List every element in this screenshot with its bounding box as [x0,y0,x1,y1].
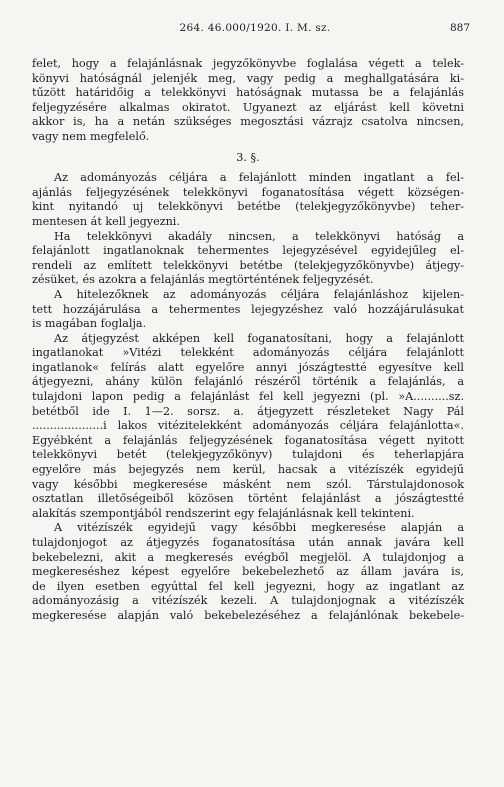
text-line: A hitelezőknek az adományozás céljára felajánláshoz kijelen- [54,287,464,301]
text-line: Egyébként a felajánlás feljegyzésének foganatosítása végett nyitott [32,433,464,447]
text-line: is magában foglalja. [32,317,147,331]
text-line: ajánlás feljegyzésének telekkönyvi foganatosítása végett községen- [32,185,464,199]
text-line: vagy nem megfelelő. [32,129,150,143]
section-heading: 3. §. [236,150,260,164]
text-line: felet, hogy a felajánlásnak jegyzőkönyvbe foglalása végett a telek- [32,57,464,70]
page-number: 887 [449,22,470,34]
text-line: akkor is, ha a netán szükséges megosztási vázrajz csatolva nincsen, [32,115,464,129]
text-line: Az adományozás céljára a felajánlott minden ingatlant a fel- [54,171,464,185]
header-title: 264. 46.000/1920. I. M. sz. [179,22,331,34]
text-line: tulajdonjogot az átjegyzés foganatosítása után annak javára kell [32,536,464,549]
text-line: zésüket, és azokra a felajánlás megtörténtének feljegyzését. [32,273,374,287]
text-line: alakítás szempontjából rendszerint egy felajánlásnak kell tekinteni. [32,506,415,520]
text-line: Ha telekkönyvi akadály nincsen, a telekkönyvi hatóság a [54,229,464,243]
text-line: vagy későbbi megkeresése másként nem szól. Társtulajdonosok [32,477,464,491]
text-line: rendeli az említett telekkönyvi betétbe (telekjegyzőkönyvbe) átjegy- [32,258,464,272]
text-line: felajánlott ingatlanoknak tehermentes lejegyzésével egyidejűleg el- [32,244,464,258]
text-line: osztatlan illetőségeiből közösen történt felajánlást a jószágtestté [32,492,464,506]
text-line: betétből ide I. 1—2. sorsz. a. átjegyzett részleteket Nagy Pál [32,404,464,418]
text-line: ....................i lakos vitézitelekként adományozás céljára felajánlotta«. [32,419,464,433]
text-line: egyelőre más bejegyzés nem kerül, hacsak a vitézíszék egyidejű [32,463,464,477]
text-line: ingatlanok« felírás alatt egyelőre annyi jószágtestté egyesítve kell [32,360,464,374]
text-line: tett hozzájárulása a tehermentes lejegyzéshez való hozzájárulásukat [32,302,464,316]
text-line: átjegyezni, ahány külön felajánló részéről történik a felajánlás, a [32,375,464,389]
text-line: feljegyzésére alkalmas okiratot. Ugyanezt az eljárást kell követni [32,100,464,114]
text-line: kint nyitandó uj telekkönyvi betétbe (telekjegyzőkönyvbe) teher- [32,200,464,214]
text-line: könyvi hatóságnál jelenjék meg, vagy pedig a meghallgatására ki- [32,71,464,85]
text-line: telekkönyvi betét (telekjegyzőkönyv) tulajdoni és teherlapjára [32,448,464,462]
text-line: A vitézíszék egyidejű vagy későbbi megkeresése alapján a [54,521,464,535]
text-line: mentesen át kell jegyezni. [32,214,180,228]
text-line: bekebelezni, akit a megkeresés evégből megjelöl. A tulajdonjog a [32,550,464,564]
text-line: ingatlanokat »Vitézi telekként adományozás céljára felajánlott [32,346,464,360]
document-body [32,57,464,624]
text-line: de ilyen esetben egyúttal fel kell jegyezni, hogy az ingatlant az [32,579,464,593]
text-line: megkeresése alapján való bekebelezéséhez a felajánlónak bekebele- [32,608,464,622]
text-line: tulajdoni lapon pedig a felajánlást fel kell jegyezni (pl. »A..........sz. [32,390,464,404]
text-line: Az átjegyzést akképen kell foganatosítani, hogy a felajánlott [54,331,464,345]
text-line: tűzött határidőig a telekkönyvi hatóságnak mutassa be a felajánlás [32,86,464,100]
page-header [30,22,480,36]
text-line: megkereséshez képest egyelőre bekebelezhető az állam javára is, [32,565,464,579]
text-line: adományozásig a vitézíszék kezeli. A tulajdonjognak a vitézíszék [32,594,464,608]
